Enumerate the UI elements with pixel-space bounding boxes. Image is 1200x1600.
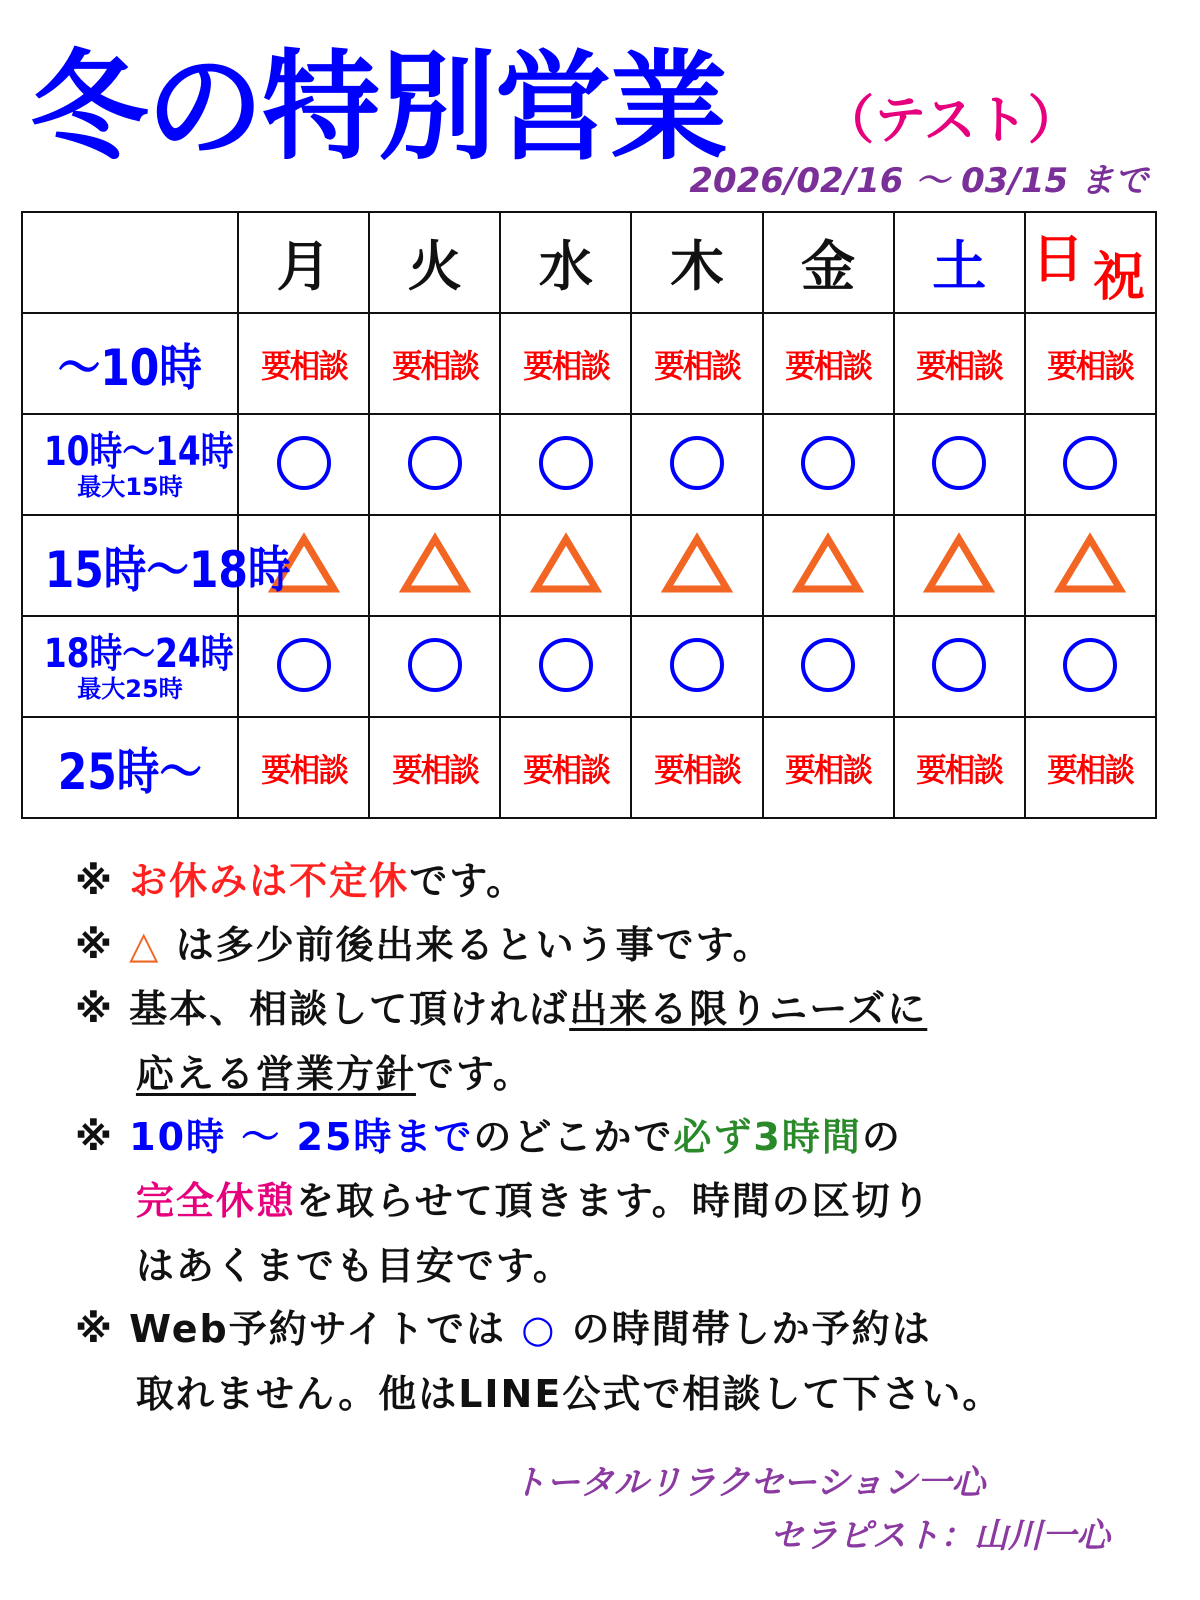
note-line [75,1235,573,1290]
campaign-period: 2026/02/16 ～ 03/15 まで [689,161,1148,201]
day-sun-holiday [1025,212,1156,313]
triangle-flexible-icon [924,534,994,598]
circle-available-icon [670,436,724,490]
day-sun: 日 [1031,230,1084,290]
note-segment: ※ [75,923,130,967]
note-segment: 完全休憩 [135,1179,296,1223]
consult-required-label: 要相談 [1047,346,1134,385]
availability-cell [763,414,894,515]
availability-cell [500,515,631,616]
time-slot-label [22,414,238,515]
therapist-name: セラピスト：山川一心 [770,1516,1110,1556]
availability-cell [631,616,762,717]
availability-cell [763,717,894,818]
availability-cell [500,616,631,717]
note-segment: 出来る限りニーズに [569,987,928,1031]
time-slot-note: 最大25時 [77,674,183,703]
note-line [75,850,526,905]
consult-required-label: 要相談 [391,346,478,385]
consult-required-label: 要相談 [916,346,1003,385]
triangle-flexible-icon [400,534,470,598]
note-segment: お休みは不定休 [129,859,410,903]
circle-available-icon [801,638,855,692]
availability-cell [1025,616,1156,717]
table-row [22,717,1156,818]
availability-cell [238,414,369,515]
availability-cell [894,717,1025,818]
availability-cell [238,313,369,414]
note-segment [75,1052,136,1096]
note-segment: 取れません。他はLINE公式で相談して下さい。 [135,1372,1003,1416]
table-row [22,515,1156,616]
note-segment: 必ず3時間 [673,1115,862,1159]
availability-cell [894,515,1025,616]
circle-available-icon [408,638,462,692]
table-row [22,616,1156,717]
schedule-table [21,211,1157,819]
shop-name: トータルリラクセーション一心 [512,1463,986,1503]
consult-required-label: 要相談 [523,750,609,789]
consult-required-label: 要相談 [916,750,1003,789]
note-segment: はあくまでも目安です。 [135,1244,573,1288]
consult-required-label: 要相談 [785,750,871,789]
availability-cell [763,616,894,717]
triangle-flexible-icon [793,534,863,598]
availability-cell [1025,717,1156,818]
availability-cell [631,717,762,818]
note-line [75,1170,932,1225]
circle-available-icon [932,436,986,490]
note-segment: は多少前後出来るという事です。 [160,923,773,967]
note-segment: の時間帯しか予約は [556,1307,932,1351]
circle-available-icon [670,638,724,692]
availability-cell [894,414,1025,515]
time-slot-label [22,313,238,414]
table-row [22,313,1156,414]
availability-cell [369,717,500,818]
note-segment: です。 [415,1052,533,1096]
note-segment [75,1372,136,1416]
note-segment: 基本、相談して頂ければ [129,987,570,1031]
day-fri: 金 [763,212,894,313]
time-slot-text: 10時～14時 [43,428,234,475]
note-line [75,1363,1002,1418]
availability-cell [763,313,894,414]
time-slot-text: 15時～18時 [44,540,291,599]
consult-required-label: 要相談 [260,346,347,385]
availability-cell [369,414,500,515]
availability-cell [238,616,369,717]
note-segment: 10時 ～ 25時まで [129,1115,474,1159]
time-slot-label [22,616,238,717]
note-line [75,978,927,1033]
availability-cell [631,414,762,515]
time-slot-text: 25時～ [57,742,203,801]
availability-cell [369,616,500,717]
availability-cell [894,616,1025,717]
availability-cell [631,313,762,414]
availability-cell [1025,414,1156,515]
circle-available-icon [277,436,331,490]
note-segment: ※ [75,1115,130,1159]
corner-cell [22,212,238,313]
availability-cell [500,414,631,515]
table-header-row [22,212,1156,313]
circle-available-icon [1063,436,1117,490]
note-line [75,1043,533,1098]
note-line [75,1298,932,1353]
circle-available-icon [801,436,855,490]
note-segment: です。 [409,859,527,903]
triangle-flexible-icon [1055,534,1125,598]
page-title: 冬の特別営業 [30,38,727,176]
availability-cell [238,717,369,818]
note-segment: ※ [75,1307,130,1351]
day-sat: 土 [894,212,1025,313]
note-segment: △ [129,923,161,967]
circle-available-icon [408,436,462,490]
consult-required-label: 要相談 [785,346,871,385]
note-segment: を取らせて頂きます。時間の区切り [295,1179,932,1223]
availability-cell [1025,515,1156,616]
time-slot-text: 18時～24時 [43,630,234,677]
availability-cell [369,515,500,616]
consult-required-label: 要相談 [260,750,347,789]
time-slot-label [22,717,238,818]
time-slot-label [22,515,291,616]
circle-available-icon [539,436,593,490]
triangle-flexible-icon [531,534,601,598]
table-row [22,414,1156,515]
note-segment: のどこかで [473,1115,674,1159]
circle-available-icon [277,638,331,692]
note-segment [75,1179,136,1223]
circle-available-icon [539,638,593,692]
day-thu: 木 [631,212,762,313]
availability-cell [1025,313,1156,414]
consult-required-label: 要相談 [523,346,609,385]
availability-cell [500,313,631,414]
note-segment: ※ [75,859,130,903]
circle-available-icon [1063,638,1117,692]
note-line [75,914,773,969]
day-holiday: 祝 [1092,248,1145,308]
note-segment: Web予約サイトでは [129,1307,522,1351]
note-segment: の [861,1115,902,1159]
note-segment: ○ [521,1307,557,1351]
note-line [75,1106,902,1161]
availability-cell [500,717,631,818]
consult-required-label: 要相談 [654,750,740,789]
day-wed: 水 [500,212,631,313]
circle-available-icon [932,638,986,692]
availability-cell [631,515,762,616]
availability-cell [763,515,894,616]
day-tue: 火 [369,212,500,313]
note-segment: ※ [75,987,130,1031]
availability-cell [369,313,500,414]
note-segment [75,1244,136,1288]
day-mon: 月 [238,212,369,313]
consult-required-label: 要相談 [391,750,478,789]
availability-cell [894,313,1025,414]
consult-required-label: 要相談 [654,346,740,385]
note-segment: 応える営業方針 [135,1052,416,1096]
time-slot-text: ～10時 [57,338,203,397]
consult-required-label: 要相談 [1047,750,1134,789]
page-subtitle: （テスト） [822,91,1080,151]
triangle-flexible-icon [662,534,732,598]
time-slot-note: 最大15時 [77,472,183,501]
